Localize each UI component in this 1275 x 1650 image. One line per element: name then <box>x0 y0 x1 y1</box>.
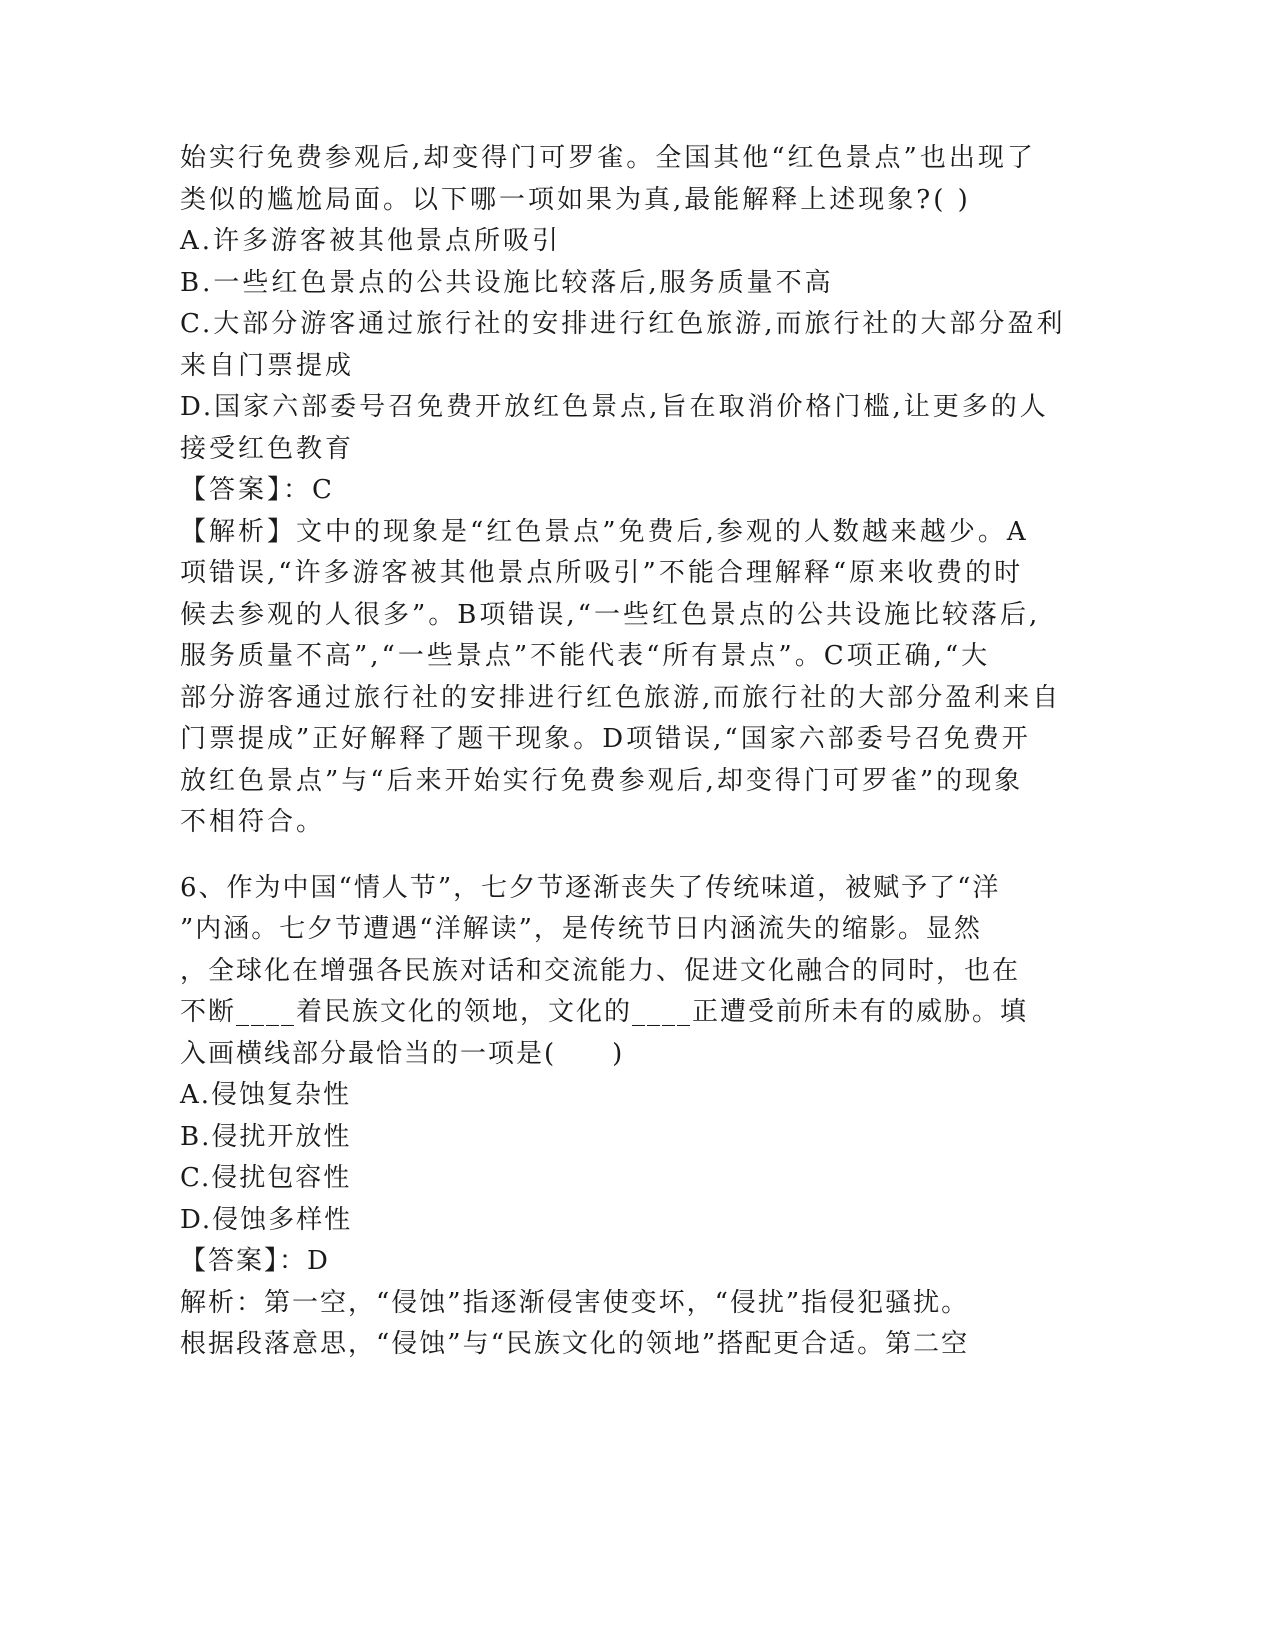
option-a: A.许多游客被其他景点所吸引 <box>180 226 562 256</box>
analysis-line: 门票提成”正好解释了题干现象。D项错误,“国家六部委号召免费开 <box>180 724 1031 754</box>
analysis-line: 【解析】文中的现象是“红色景点”免费后,参观的人数越来越少。A <box>180 516 1029 547</box>
question-stem-line: 不断____着民族文化的领地，文化的____正遭受前所未有的威胁。填 <box>180 997 1029 1027</box>
paragraph-gap <box>180 844 1040 868</box>
question-stem-line: ”内涵。七夕节遭遇“洋解读”，是传统节日内涵流失的缩影。显然 <box>180 914 982 944</box>
analysis-line: 根据段落意思，“侵蚀”与“民族文化的领地”搭配更合适。第二空 <box>180 1329 970 1359</box>
option-b: B.侵扰开放性 <box>180 1121 352 1152</box>
question-stem-line: 类似的尴尬局面。以下哪一项如果为真,最能解释上述现象?( ) <box>180 184 971 215</box>
answer-line: 【答案】：D <box>180 1246 330 1276</box>
question-stem-line: 入画横线部分最恰当的一项是( ) <box>180 1038 625 1069</box>
analysis-line: 部分游客通过旅行社的安排进行红色旅游,而旅行社的大部分盈利来自 <box>180 682 1062 713</box>
option-d-line: D.国家六部委号召免费开放红色景点,旨在取消价格门槛,让更多的人 <box>180 392 1049 422</box>
analysis-line: 服务质量不高”,“一些景点”不能代表“所有景点”。C项正确,“大 <box>180 641 991 671</box>
analysis-line: 放红色景点”与“后来开始实行免费参观后,却变得门可罗雀”的现象 <box>180 765 1024 796</box>
option-a: A.侵蚀复杂性 <box>180 1080 352 1110</box>
analysis-line: 候去参观的人很多”。B项错误,“一些红色景点的公共设施比较落后, <box>180 599 1041 630</box>
option-d-line: 接受红色教育 <box>180 433 355 464</box>
question-5-block <box>180 138 1066 844</box>
question-stem-line: 始实行免费参观后,却变得门可罗雀。全国其他“红色景点”也出现了 <box>180 143 1036 173</box>
analysis-line: 不相符合。 <box>180 807 326 837</box>
option-c-line: 来自门票提成 <box>180 350 355 381</box>
answer-line: 【答案】：C <box>180 475 335 505</box>
option-c: C.侵扰包容性 <box>180 1163 352 1193</box>
analysis-line: 解析：第一空，“侵蚀”指逐渐侵害使变坏，“侵扰”指侵犯骚扰。 <box>180 1287 970 1318</box>
question-stem-line: 6、作为中国“情人节”，七夕节逐渐丧失了传统味道，被赋予了“洋 <box>180 872 1001 903</box>
option-d: D.侵蚀多样性 <box>180 1204 353 1235</box>
option-b: B.一些红色景点的公共设施比较落后,服务质量不高 <box>180 267 834 298</box>
option-c-line: C.大部分游客通过旅行社的安排进行红色旅游,而旅行社的大部分盈利 <box>180 309 1066 339</box>
question-stem-line: ，全球化在增强各民族对话和交流能力、促进文化融合的同时，也在 <box>180 955 1021 986</box>
analysis-line: 项错误,“许多游客被其他景点所吸引”不能合理解释“原来收费的时 <box>180 558 1024 588</box>
question-6-block <box>180 868 1040 1366</box>
document-page <box>180 138 1066 1366</box>
